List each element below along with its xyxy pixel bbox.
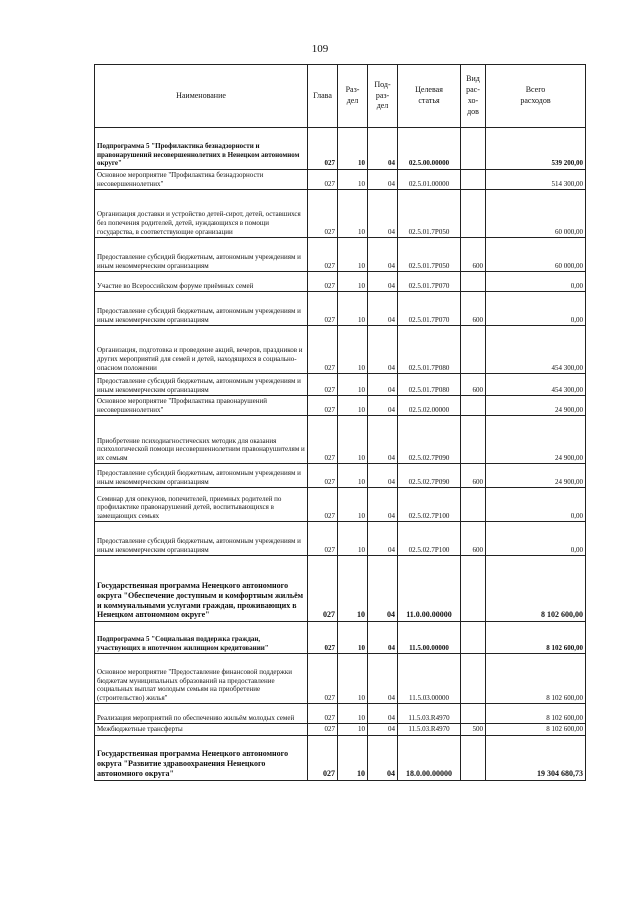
row-total: 0,00 xyxy=(486,522,586,556)
row-chapter: 027 xyxy=(308,396,338,416)
row-target: 02.5.01.7P050 xyxy=(398,190,461,238)
row-subsection: 04 xyxy=(368,128,398,170)
row-chapter: 027 xyxy=(308,724,338,736)
row-total: 454 300,00 xyxy=(486,374,586,396)
row-name: Предоставление субсидий бюджетным, автономным учреждениям и иным некоммерческим организациям xyxy=(95,238,308,272)
row-subsection: 04 xyxy=(368,556,398,622)
row-subsection: 04 xyxy=(368,724,398,736)
row-target: 02.5.01.7P050 xyxy=(398,238,461,272)
row-target: 02.5.02.00000 xyxy=(398,396,461,416)
row-total: 24 900,00 xyxy=(486,464,586,488)
row-chapter: 027 xyxy=(308,464,338,488)
row-total: 0,00 xyxy=(486,488,586,522)
row-section: 10 xyxy=(338,724,368,736)
col-header-name: Наименование xyxy=(95,65,308,128)
row-type xyxy=(461,416,486,464)
row-name: Основное мероприятие "Предоставление финансовой поддержки бюджетам муниципальных образований на предоставление социальных выплат молодым семьям на приобретение (строительство) жилья" xyxy=(95,654,308,704)
row-target: 02.5.01.7P080 xyxy=(398,374,461,396)
table-row xyxy=(95,704,586,724)
page-number: 109 xyxy=(311,43,329,55)
col-header-target: Целевая статья xyxy=(398,65,461,128)
row-target: 02.5.01.7P070 xyxy=(398,292,461,326)
row-type: 600 xyxy=(461,464,486,488)
row-chapter: 027 xyxy=(308,128,338,170)
row-chapter: 027 xyxy=(308,735,338,780)
table-header-row xyxy=(95,65,586,128)
row-total: 19 304 680,73 xyxy=(486,735,586,780)
row-total: 8 102 600,00 xyxy=(486,556,586,622)
row-type xyxy=(461,326,486,374)
row-total: 8 102 600,00 xyxy=(486,622,586,654)
row-total: 454 300,00 xyxy=(486,326,586,374)
row-target: 11.5.03.R4970 xyxy=(398,704,461,724)
table-row xyxy=(95,190,586,238)
row-total: 24 900,00 xyxy=(486,396,586,416)
row-subsection: 04 xyxy=(368,396,398,416)
row-name: Основное мероприятие "Профилактика безнадзорности несовершеннолетних" xyxy=(95,170,308,190)
row-name: Государственная программа Ненецкого автономного округа "Обеспечение доступным и комфортным жильём и коммунальными услугами граждан, проживающих в Ненецком автономном округе" xyxy=(95,556,308,622)
row-section: 10 xyxy=(338,556,368,622)
row-total: 8 102 600,00 xyxy=(486,704,586,724)
row-chapter: 027 xyxy=(308,238,338,272)
row-type xyxy=(461,556,486,622)
row-subsection: 04 xyxy=(368,704,398,724)
row-name: Реализация мероприятий по обеспечению жильём молодых семей xyxy=(95,704,308,724)
row-type xyxy=(461,170,486,190)
row-subsection: 04 xyxy=(368,374,398,396)
row-name: Подпрограмма 5 "Профилактика безнадзорности и правонарушений несовершеннолетних в Ненецком автономном округе" xyxy=(95,128,308,170)
row-name: Предоставление субсидий бюджетным, автономным учреждениям и иным некоммерческим организациям xyxy=(95,522,308,556)
table-row xyxy=(95,416,586,464)
row-name: Государственная программа Ненецкого автономного округа "Развитие здравоохранения Ненецкого автономного округа" xyxy=(95,735,308,780)
row-chapter: 027 xyxy=(308,488,338,522)
row-section: 10 xyxy=(338,326,368,374)
row-type xyxy=(461,396,486,416)
table-row xyxy=(95,556,586,622)
table-row xyxy=(95,654,586,704)
row-total: 0,00 xyxy=(486,292,586,326)
row-subsection: 04 xyxy=(368,622,398,654)
row-chapter: 027 xyxy=(308,374,338,396)
row-section: 10 xyxy=(338,735,368,780)
row-section: 10 xyxy=(338,522,368,556)
table-row xyxy=(95,522,586,556)
row-type: 600 xyxy=(461,522,486,556)
row-name: Основное мероприятие "Профилактика правонарушений несовершеннолетних" xyxy=(95,396,308,416)
col-header-type: Вид рас- хо- дов xyxy=(461,65,486,128)
row-total: 514 300,00 xyxy=(486,170,586,190)
table-row xyxy=(95,622,586,654)
row-type: 600 xyxy=(461,292,486,326)
table-body xyxy=(95,128,586,781)
col-header-subsection: Под- раз- дел xyxy=(368,65,398,128)
row-type xyxy=(461,190,486,238)
row-name: Участие во Всероссийском форуме приёмных семей xyxy=(95,272,308,292)
row-section: 10 xyxy=(338,416,368,464)
row-type xyxy=(461,654,486,704)
row-section: 10 xyxy=(338,488,368,522)
row-chapter: 027 xyxy=(308,416,338,464)
row-target: 02.5.02.7P090 xyxy=(398,416,461,464)
row-chapter: 027 xyxy=(308,190,338,238)
budget-table xyxy=(94,64,586,781)
row-target: 02.5.01.7P070 xyxy=(398,272,461,292)
table-row xyxy=(95,170,586,190)
row-type xyxy=(461,735,486,780)
row-chapter: 027 xyxy=(308,622,338,654)
row-chapter: 027 xyxy=(308,704,338,724)
row-name: Предоставление субсидий бюджетным, автономным учреждениям и иным некоммерческим организациям xyxy=(95,374,308,396)
row-target: 11.5.00.00000 xyxy=(398,622,461,654)
row-section: 10 xyxy=(338,704,368,724)
row-subsection: 04 xyxy=(368,170,398,190)
row-subsection: 04 xyxy=(368,326,398,374)
row-chapter: 027 xyxy=(308,170,338,190)
row-name: Организация, подготовка и проведение акций, вечеров, праздников и других мероприятий для семей и детей, находящихся в социально-опасном положении xyxy=(95,326,308,374)
row-subsection: 04 xyxy=(368,654,398,704)
table-row xyxy=(95,374,586,396)
row-section: 10 xyxy=(338,272,368,292)
row-chapter: 027 xyxy=(308,272,338,292)
row-type xyxy=(461,488,486,522)
row-subsection: 04 xyxy=(368,488,398,522)
row-type: 600 xyxy=(461,238,486,272)
table-row xyxy=(95,488,586,522)
row-total: 8 102 600,00 xyxy=(486,654,586,704)
row-type xyxy=(461,272,486,292)
row-target: 02.5.01.00000 xyxy=(398,170,461,190)
row-chapter: 027 xyxy=(308,654,338,704)
row-subsection: 04 xyxy=(368,190,398,238)
row-subsection: 04 xyxy=(368,735,398,780)
row-chapter: 027 xyxy=(308,522,338,556)
row-section: 10 xyxy=(338,292,368,326)
row-type: 500 xyxy=(461,724,486,736)
row-subsection: 04 xyxy=(368,416,398,464)
table-row xyxy=(95,735,586,780)
row-name: Подпрограмма 5 "Социальная поддержка граждан, участвующих в ипотечном жилищном кредитовании" xyxy=(95,622,308,654)
col-header-chapter: Глава xyxy=(308,65,338,128)
table-row xyxy=(95,292,586,326)
row-target: 11.5.03.R4970 xyxy=(398,724,461,736)
row-name: Приобретение психодиагностических методик для оказания психологической помощи несовершеннолетним правонарушителям и их семьям xyxy=(95,416,308,464)
row-target: 11.5.03.00000 xyxy=(398,654,461,704)
row-target: 11.0.00.00000 xyxy=(398,556,461,622)
row-subsection: 04 xyxy=(368,292,398,326)
row-section: 10 xyxy=(338,622,368,654)
row-section: 10 xyxy=(338,170,368,190)
row-type xyxy=(461,128,486,170)
row-chapter: 027 xyxy=(308,326,338,374)
table-row xyxy=(95,396,586,416)
row-target: 02.5.00.00000 xyxy=(398,128,461,170)
table-row xyxy=(95,326,586,374)
row-type xyxy=(461,704,486,724)
row-total: 60 000,00 xyxy=(486,238,586,272)
row-subsection: 04 xyxy=(368,238,398,272)
table-row xyxy=(95,464,586,488)
col-header-total: Всего расходов xyxy=(486,65,586,128)
row-name: Предоставление субсидий бюджетным, автономным учреждениям и иным некоммерческим организациям xyxy=(95,292,308,326)
row-target: 02.5.02.7P100 xyxy=(398,522,461,556)
row-section: 10 xyxy=(338,238,368,272)
row-section: 10 xyxy=(338,654,368,704)
row-section: 10 xyxy=(338,464,368,488)
row-section: 10 xyxy=(338,374,368,396)
row-target: 18.0.00.00000 xyxy=(398,735,461,780)
row-total: 8 102 600,00 xyxy=(486,724,586,736)
table-row xyxy=(95,128,586,170)
row-total: 60 000,00 xyxy=(486,190,586,238)
row-section: 10 xyxy=(338,396,368,416)
table-row xyxy=(95,238,586,272)
row-subsection: 04 xyxy=(368,272,398,292)
row-name: Предоставление субсидий бюджетным, автономным учреждениям и иным некоммерческим организациям xyxy=(95,464,308,488)
row-section: 10 xyxy=(338,128,368,170)
row-chapter: 027 xyxy=(308,292,338,326)
row-total: 539 200,00 xyxy=(486,128,586,170)
row-total: 24 900,00 xyxy=(486,416,586,464)
table-row xyxy=(95,272,586,292)
table-row xyxy=(95,724,586,736)
row-name: Межбюджетные трансферты xyxy=(95,724,308,736)
row-type: 600 xyxy=(461,374,486,396)
row-target: 02.5.02.7P100 xyxy=(398,488,461,522)
row-section: 10 xyxy=(338,190,368,238)
row-chapter: 027 xyxy=(308,556,338,622)
row-subsection: 04 xyxy=(368,522,398,556)
row-name: Организация доставки и устройство детей-сирот, детей, оставшихся без попечения родителей, детей, нуждающихся в помощи государства, в соответствующие организации xyxy=(95,190,308,238)
row-target: 02.5.02.7P090 xyxy=(398,464,461,488)
row-name: Семинар для опекунов, попечителей, приемных родителей по профилактике правонарушений детей, воспитывающихся в замещающих семьях xyxy=(95,488,308,522)
row-type xyxy=(461,622,486,654)
row-total: 0,00 xyxy=(486,272,586,292)
col-header-section: Раз- дел xyxy=(338,65,368,128)
row-subsection: 04 xyxy=(368,464,398,488)
row-target: 02.5.01.7P080 xyxy=(398,326,461,374)
